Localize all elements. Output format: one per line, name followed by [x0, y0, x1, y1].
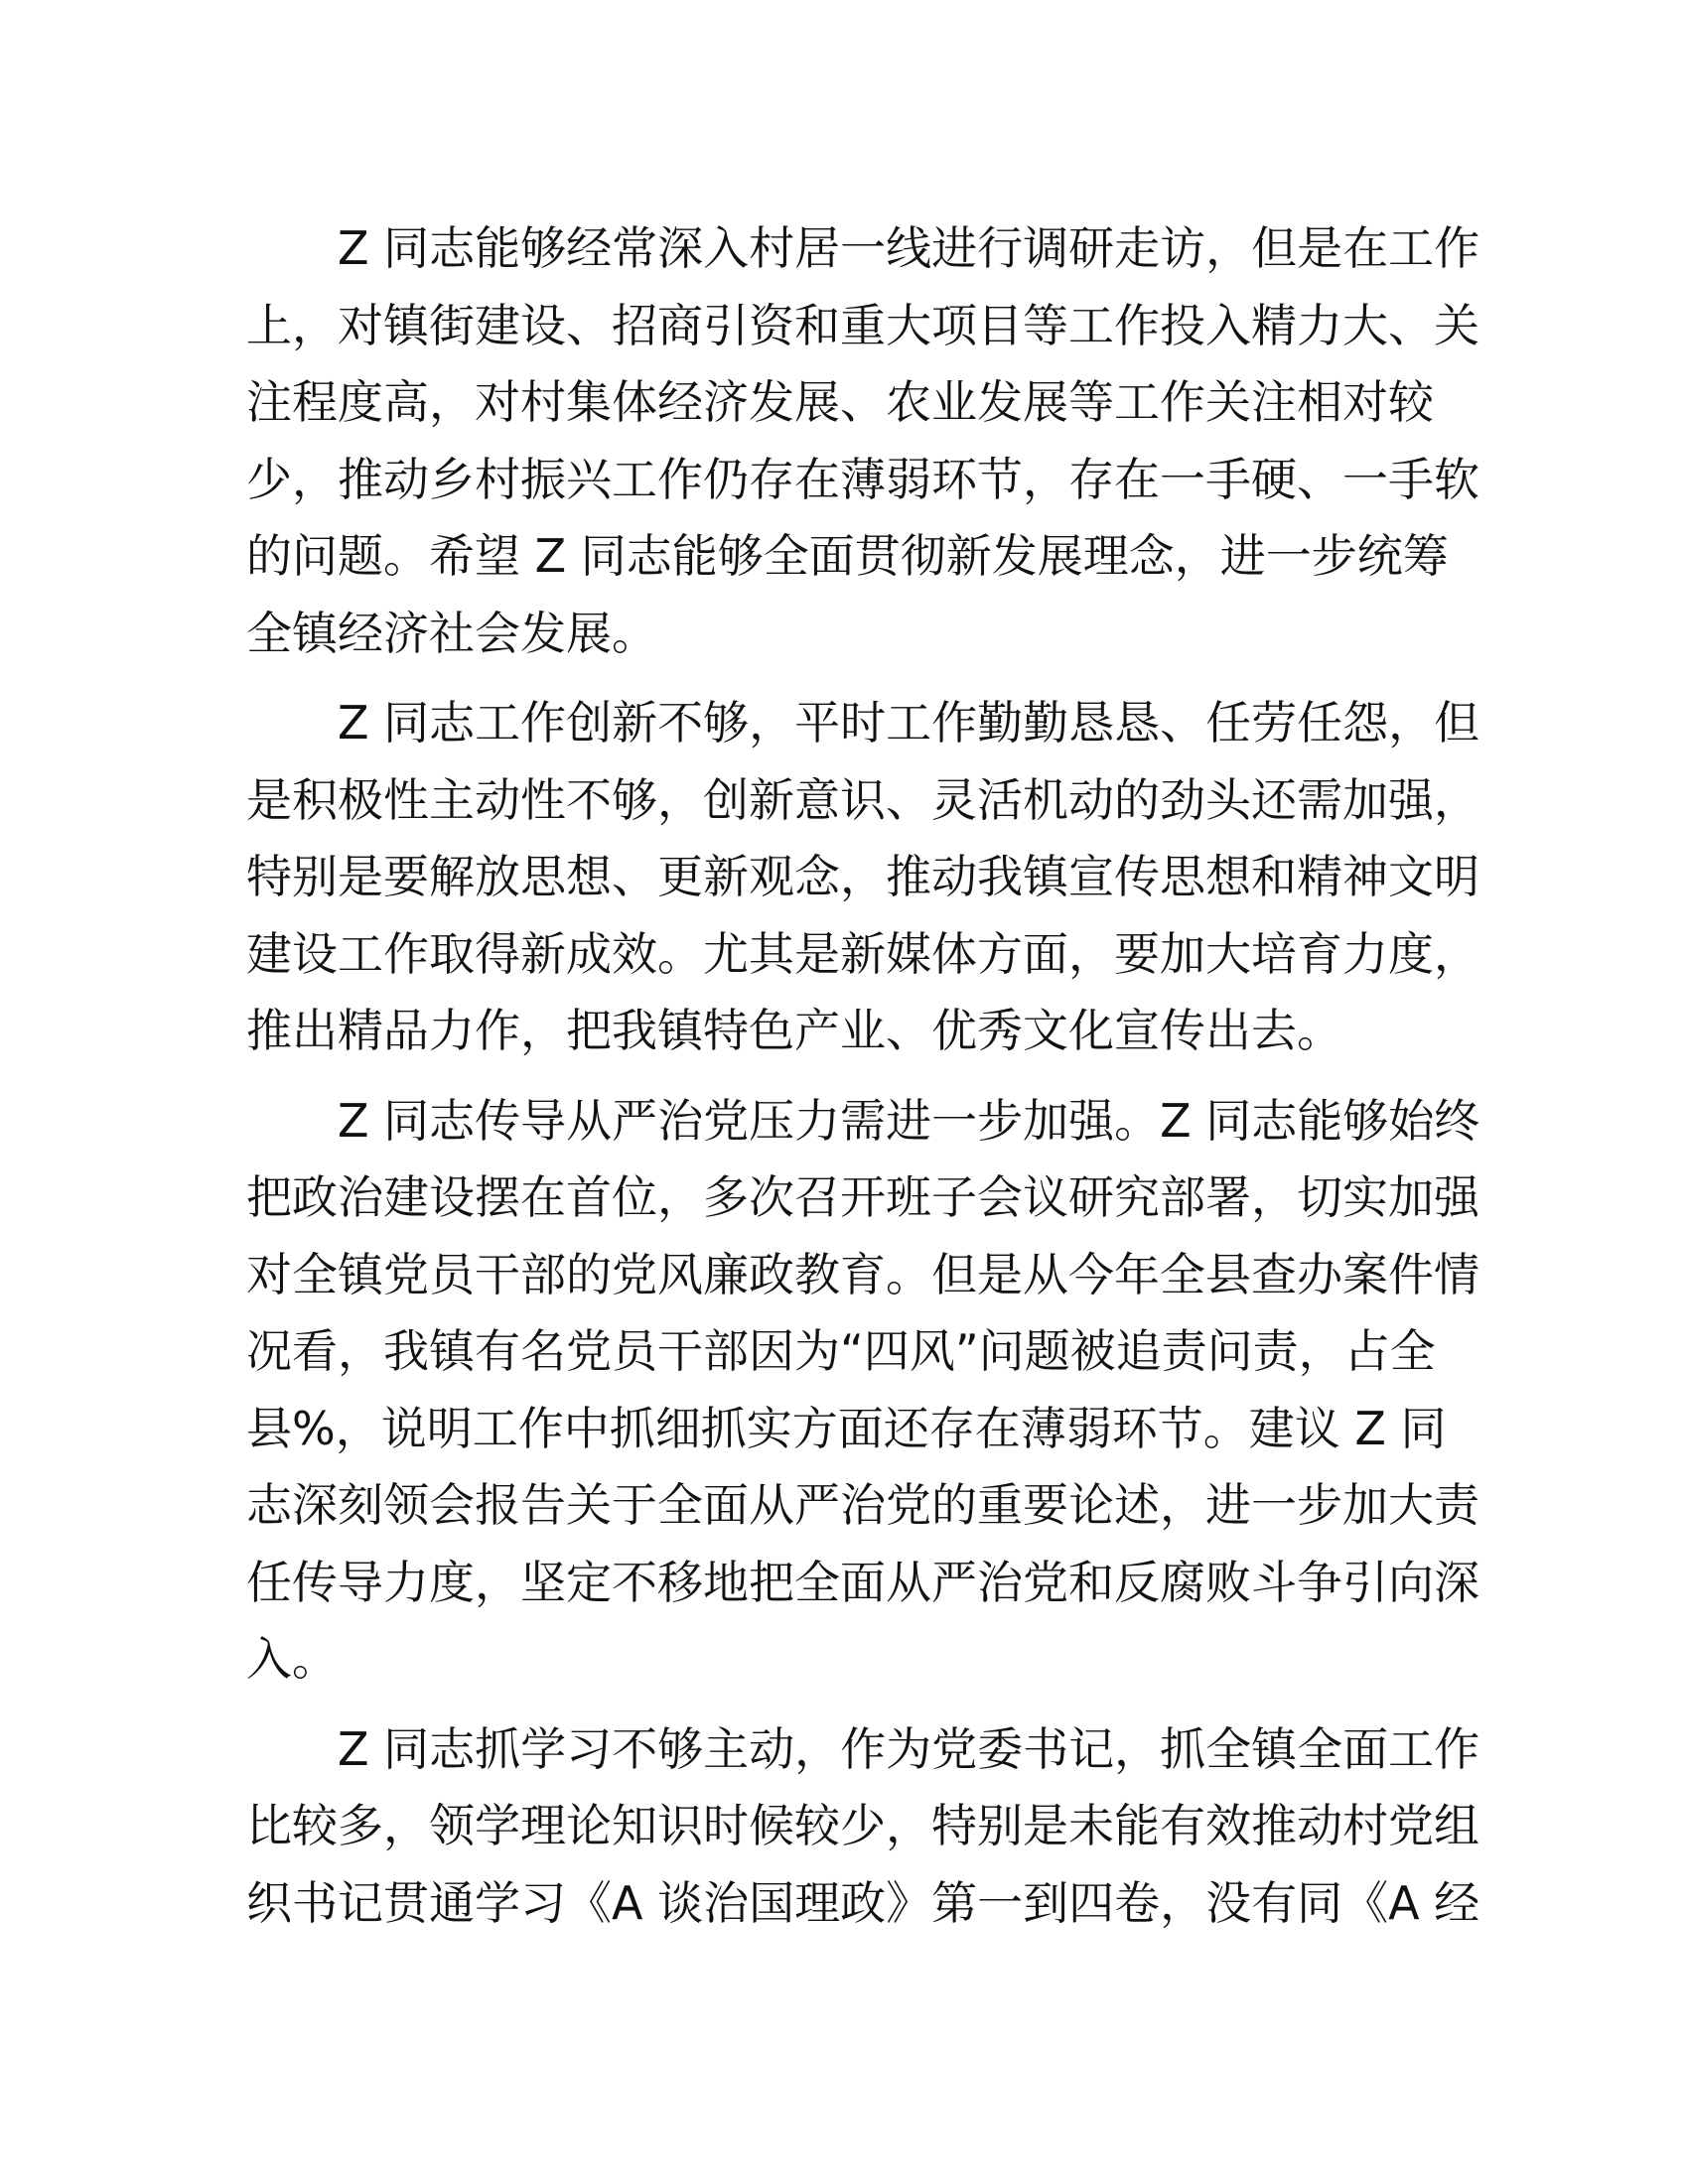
text-line: 少，推动乡村振兴工作仍存在薄弱环节，存在一手硬、一手软 [246, 452, 1479, 506]
text-line: 全镇经济社会发展。 [246, 606, 657, 660]
text-line: 上，对镇街建设、招商引资和重大项目等工作投入精力大、关 [246, 298, 1479, 352]
text-line: 的问题。希望 Z 同志能够全面贯彻新发展理念，进一步统筹 [246, 529, 1449, 583]
text-line: 况看，我镇有名党员干部因为“四风”问题被追责问责，占全 [246, 1324, 1436, 1378]
text-line: Z 同志抓学习不够主动，作为党委书记，抓全镇全面工作 [338, 1721, 1480, 1776]
text-line: Z 同志能够经常深入村居一线进行调研走访，但是在工作 [338, 221, 1480, 275]
text-line: 对全镇党员干部的党风廉政教育。但是从今年全县查办案件情 [246, 1247, 1479, 1301]
paragraph [246, 1711, 1480, 1943]
text-line: 是积极性主动性不够，创新意识、灵活机动的劲头还需加强， [246, 772, 1479, 827]
text-line: 注程度高，对村集体经济发展、农业发展等工作关注相对较 [246, 375, 1434, 429]
text-line: 建设工作取得新成效。尤其是新媒体方面，要加大培育力度， [246, 926, 1479, 981]
paragraph [246, 210, 1480, 672]
text-line: 比较多，领学理论知识时候较少，特别是未能有效推动村党组 [246, 1799, 1479, 1852]
text-line: 志深刻领会报告关于全面从严治党的重要论述，进一步加大责 [246, 1478, 1479, 1532]
text-line: 推出精品力作，把我镇特色产业、优秀文化宣传出去。 [246, 1004, 1342, 1057]
text-line: 织书记贯通学习《A 谈治国理政》第一到四卷，没有同《A 经 [246, 1875, 1480, 1930]
paragraph [246, 685, 1480, 1070]
text-line: Z 同志工作创新不够，平时工作勤勤恳恳、任劳任怨，但 [338, 696, 1480, 750]
text-line: Z 同志传导从严治党压力需进一步加强。Z 同志能够始终 [338, 1093, 1480, 1148]
text-line: 把政治建设摆在首位，多次召开班子会议研究部署，切实加强 [246, 1170, 1479, 1224]
paragraph [246, 1083, 1480, 1699]
text-line: 特别是要解放思想、更新观念，推动我镇宣传思想和精神文明 [246, 850, 1479, 903]
text-line: 县%，说明工作中抓细抓实方面还存在薄弱环节。建议 Z 同 [246, 1401, 1447, 1455]
text-line: 任传导力度，坚定不移地把全面从严治党和反腐败斗争引向深 [246, 1555, 1479, 1609]
document-page [246, 210, 1480, 1955]
text-line: 入。 [246, 1632, 338, 1686]
